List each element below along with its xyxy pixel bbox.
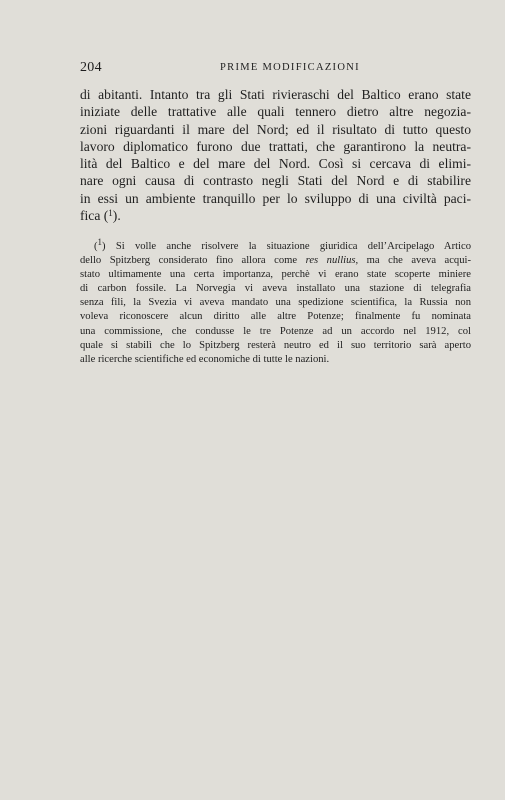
body-line: lavoro diplomatico furono due trattati, che garantirono la neutra- xyxy=(80,138,471,154)
footnote-line-2a: dello Spitzberg considerato fino allora come xyxy=(80,255,306,267)
body-paragraph xyxy=(80,86,471,224)
footnote-line: voleva riconoscere alcun diritto alle altre Potenze; finalmente fu nominata xyxy=(80,311,471,323)
footnote-mark-close: ) xyxy=(102,241,106,252)
page-number: 204 xyxy=(80,60,102,75)
footnote-line: quale si stabilì che lo Spitzberg resterà neutro ed il suo territorio sarà aperto xyxy=(80,339,471,351)
body-line: in essi un ambiente tranquillo per lo sviluppo di una civiltà paci- xyxy=(80,190,471,206)
body-line: zioni riguardanti il mare del Nord; ed il risultato di tutto questo xyxy=(80,121,471,137)
footnote-line-1-text: Si volle anche risolvere la situazione giuridica dell’Arcipelago Artico xyxy=(115,241,471,252)
footnote-line: stato ultimamente una certa importanza, perchè vi erano state scoperte miniere xyxy=(80,269,471,281)
running-head xyxy=(80,60,471,78)
footnote-italic-term: res nullius, xyxy=(305,255,359,267)
footnote-line: di carbon fossile. La Norvegia vi aveva installato una stazione di telegrafia xyxy=(80,283,471,295)
body-line: lità del Baltico e del mare del Nord. Così si cercava di elimi- xyxy=(80,156,471,172)
footnote-reference: 1 xyxy=(108,208,113,219)
body-last-text: fica ( xyxy=(80,208,109,224)
footnote xyxy=(80,237,471,367)
body-line-last xyxy=(80,207,471,224)
body-last-after: ). xyxy=(112,208,121,224)
footnote-line-last: alle ricerche scientifiche ed economiche di tutte le nazioni. xyxy=(80,353,330,365)
footnote-line: senza fili, la Svezia vi aveva mandato una spedizione scientifica, la Russia non xyxy=(80,297,471,309)
running-title: PRIME MODIFICAZIONI xyxy=(220,62,360,73)
body-line: iniziate delle trattative alle quali tennero dietro altre negozia- xyxy=(80,104,471,120)
footnote-line xyxy=(80,254,471,268)
body-line: di abitanti. Intanto tra gli Stati rivieraschi del Baltico erano state xyxy=(80,87,471,102)
footnote-mark-open: ( xyxy=(94,241,98,252)
footnote-line-2b: ma che aveva acqui- xyxy=(358,255,471,267)
body-line: nare ogni causa di contrasto negli Stati del Nord e di stabilire xyxy=(80,173,471,189)
footnote-line: una commissione, che condusse le tre Potenze ad un accordo nel 1912, col xyxy=(80,325,471,337)
footnote-mark: 1 xyxy=(97,237,103,247)
footnote-line xyxy=(80,237,471,254)
